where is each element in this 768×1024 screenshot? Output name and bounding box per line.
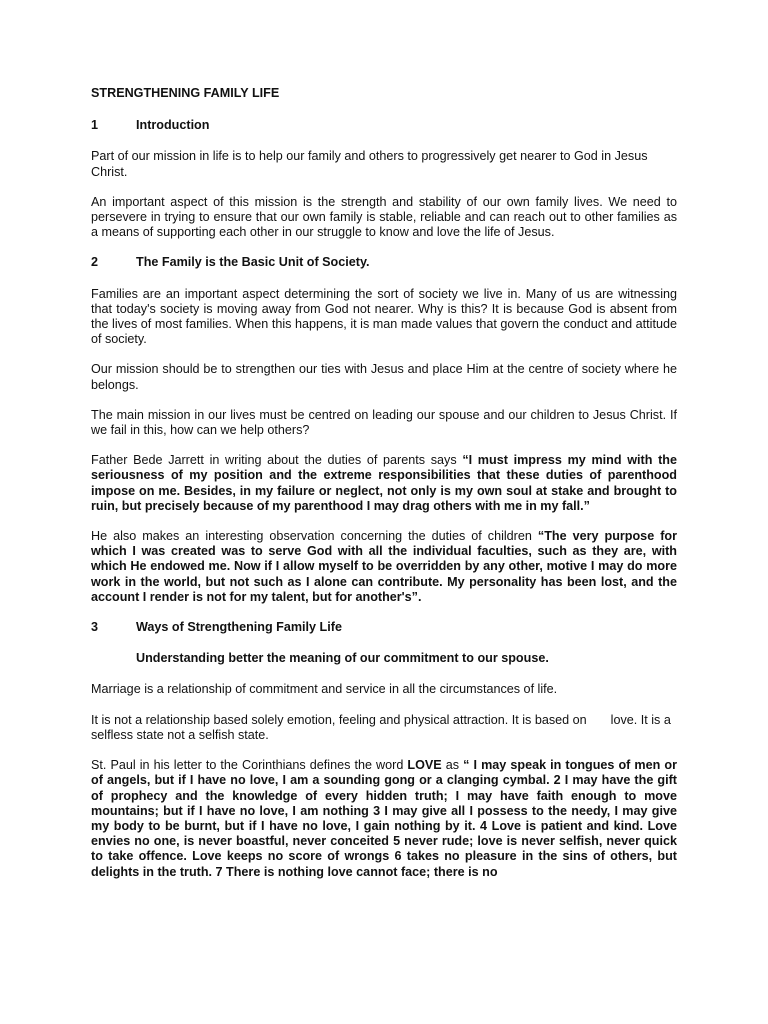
paragraph-5-intro: He also makes an interesting observation concerning the duties of children: [91, 529, 538, 544]
section-2-paragraph-5: [91, 529, 677, 605]
section-1-title: Introduction: [136, 118, 210, 133]
section-3-paragraph-2: [91, 713, 677, 743]
section-2-paragraph-3: The main mission in our lives must be centred on leading our spouse and our children to Jesus Christ. If we fail in this, how can we help others?: [91, 407, 677, 438]
section-1-paragraph-2: An important aspect of this mission is the strength and stability of our own family lives. We need to persevere in trying to ensure that our own family is stable, reliable and can reach out to other families as a means of supporting each other in our struggle to know and love the life of Jesus.: [91, 194, 677, 240]
section-1-paragraph-1: Part of our mission in life is to help our family and others to progressively get nearer to God in Jesus Christ.: [91, 149, 648, 179]
jarrett-children-quote: “The very purpose for which I was created was to serve God with all the individual faculties, such as they are, with which He endowed me. Now if I allow myself to be overridden by any other, motive I may do more work in the world, but not such as I alone can contribute. My personality has been lost, and the account I render is not for my talent, but for another's”.: [91, 529, 677, 604]
paragraph-4-intro: Father Bede Jarrett in writing about the duties of parents says: [91, 453, 463, 468]
section-3-paragraph-1: Marriage is a relationship of commitment and service in all the circumstances of life.: [91, 682, 558, 697]
section-3-number: 3: [91, 620, 99, 635]
document-title: STRENGTHENING FAMILY LIFE: [91, 86, 280, 100]
jarrett-parents-quote: “I must impress my mind with the seriousness of my position and the extreme responsibilities that these duties of parenthood impose on me. Besides, in my failure or neglect, not only is my own soul at stake and brought to ruin, but precisely because of my parenthood I may drag others with me in my fall.”: [91, 453, 677, 513]
paragraph-3-intro: St. Paul in his letter to the Corinthians defines the word: [91, 758, 408, 773]
section-3-title: Ways of Strengthening Family Life: [136, 620, 342, 635]
section-3-heading: [91, 620, 677, 635]
section-2-paragraph-2: Our mission should be to strengthen our ties with Jesus and place Him at the centre of society where he belongs.: [91, 362, 677, 392]
section-2-heading: [91, 255, 677, 270]
section-2-paragraph-4: [91, 453, 677, 514]
section-2-number: 2: [91, 255, 99, 270]
section-1-heading: [91, 118, 677, 133]
love-word: LOVE: [407, 758, 442, 773]
section-3-paragraph-3: [91, 758, 677, 880]
paragraph-3-as: as: [441, 758, 464, 773]
section-2-title: The Family is the Basic Unit of Society.: [136, 255, 370, 270]
section-2-paragraph-1: Families are an important aspect determining the sort of society we live in. Many of us are witnessing that today's society is moving away from God not nearer. Why is this? It is because God is absent from the lives of most families. When this happens, it is man made values that govern the conduct and attitude of society.: [91, 286, 677, 347]
document-page: [91, 86, 677, 895]
section-3-subheading: Understanding better the meaning of our commitment to our spouse.: [136, 651, 549, 666]
paragraph-2-part-a: It is not a relationship based solely emotion, feeling and physical attraction. It is based on: [91, 712, 587, 727]
corinthians-quote: “ I may speak in tongues of men or of angels, but if I have no love, I am a sounding gong or a clanging cymbal. 2 I may have the gift of prophecy and the knowledge of every hidden truth; I may have faith enough to move mountains; but if I have no love, I am nothing 3 I may give all I possess to the needy, I may give my body to be burnt, but if I have no love, I gain nothing by it. 4 Love is patient and kind. Love envies no one, is never boastful, never conceited 5 never rude; love is never selfish, never quick to take offence. Love keeps no score of wrongs 6 takes no pleasure in the sins of others, but delights in the truth. 7 There is nothing love cannot face; there is no: [91, 758, 677, 879]
section-1-number: 1: [91, 118, 99, 133]
paragraph-2-part-b: love. It is a selfless state not a selfish state.: [91, 712, 671, 742]
